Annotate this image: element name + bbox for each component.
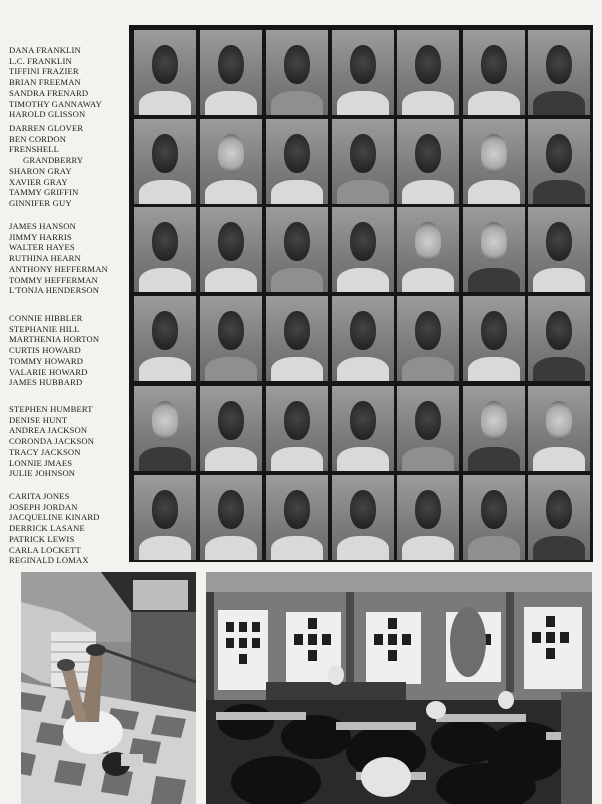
portrait-clothing (468, 91, 520, 115)
portrait-face (481, 222, 507, 261)
student-name: L'TONJA HENDERSON (9, 285, 100, 296)
portrait-clothing (139, 180, 191, 204)
student-portrait (200, 30, 262, 115)
portrait-clothing (468, 536, 520, 560)
portrait-face (350, 222, 376, 261)
student-name: LONNIE JMAES (9, 457, 73, 468)
student-name: BRIAN FREEMAN (9, 77, 81, 88)
portrait-face (152, 311, 178, 350)
student-name: STEPHEN HUMBERT (9, 404, 93, 414)
portrait-face (218, 311, 244, 350)
portrait-clothing (533, 357, 585, 381)
portrait-clothing (337, 536, 389, 560)
student-name: TAMMY GRIFFIN (9, 187, 79, 198)
student-portrait (528, 296, 590, 381)
student-portrait (463, 30, 525, 115)
student-name: CONNIE HIBBLER (9, 313, 83, 323)
name-list-row-3 (9, 221, 129, 296)
portrait-face (415, 490, 441, 529)
student-portrait (200, 207, 262, 292)
student-portrait (266, 119, 328, 204)
student-name: GRANDBERRY (23, 155, 84, 166)
student-portrait (134, 119, 196, 204)
student-name: TOMMY HOWARD (9, 355, 84, 366)
portrait-clothing (533, 268, 585, 292)
portrait-face (481, 134, 507, 173)
student-portrait (266, 30, 328, 115)
student-name: JACQUELINE KINARD (9, 512, 100, 523)
student-name: JAMES HUBBARD (9, 377, 83, 388)
student-name: CORONDA JACKSON (9, 436, 95, 447)
student-portrait (463, 386, 525, 471)
student-portrait (397, 296, 459, 381)
student-portrait (528, 119, 590, 204)
student-name: JAMES HANSON (9, 221, 76, 231)
student-portrait (200, 119, 262, 204)
student-portrait (200, 296, 262, 381)
portrait-clothing (402, 91, 454, 115)
student-name: GINNIFER GUY (9, 197, 72, 208)
portrait-face (546, 311, 572, 350)
portrait-clothing (468, 268, 520, 292)
student-name: DERRICK LASANE (9, 523, 85, 534)
portrait-face (481, 401, 507, 440)
portrait-clothing (139, 447, 191, 471)
student-portrait (332, 207, 394, 292)
student-name: SHARON GRAY (9, 165, 72, 176)
portrait-face (415, 401, 441, 440)
portrait-face (218, 134, 244, 173)
portrait-face (481, 490, 507, 529)
portrait-clothing (271, 357, 323, 381)
student-portrait (397, 119, 459, 204)
name-list-row-1 (9, 45, 129, 120)
portrait-clothing (139, 536, 191, 560)
portrait-clothing (533, 536, 585, 560)
student-name: TIFFINI FRAZIER (9, 66, 79, 77)
portrait-clothing (205, 180, 257, 204)
student-name: VALARIE HOWARD (9, 366, 88, 377)
portrait-clothing (533, 180, 585, 204)
portrait-clothing (139, 268, 191, 292)
student-portrait (200, 386, 262, 471)
student-portrait (200, 475, 262, 560)
student-name: TRACY JACKSON (9, 446, 81, 457)
portrait-face (218, 222, 244, 261)
portrait-clothing (533, 91, 585, 115)
student-name: TOMMY HEFFERMAN (9, 274, 98, 285)
portrait-clothing (468, 447, 520, 471)
portrait-clothing (337, 180, 389, 204)
portrait-face (546, 45, 572, 84)
student-name: JULIE JOHNSON (9, 468, 76, 479)
portrait-face (481, 45, 507, 84)
student-portrait (332, 119, 394, 204)
student-name: MARTHENIA HORTON (9, 334, 100, 345)
portrait-face (152, 490, 178, 529)
portrait-clothing (337, 357, 389, 381)
portrait-face (546, 222, 572, 261)
student-portrait (134, 386, 196, 471)
portrait-clothing (271, 447, 323, 471)
portrait-clothing (402, 357, 454, 381)
portrait-clothing (205, 447, 257, 471)
student-name: REGINALD LOMAX (9, 555, 89, 566)
name-list-row-6 (9, 491, 129, 566)
name-list-row-4 (9, 313, 129, 388)
student-portrait (266, 475, 328, 560)
student-name: FRENSHELL (9, 144, 60, 155)
student-name: BEN CORDON (9, 133, 67, 144)
student-portrait (266, 207, 328, 292)
student-name: PATRICK LEWIS (9, 533, 75, 544)
student-portrait (463, 207, 525, 292)
student-portrait (332, 30, 394, 115)
classroom-photo (206, 572, 592, 804)
student-name: STEPHANIE HILL (9, 323, 80, 334)
student-name: RUTHINA HEARN (9, 253, 81, 264)
portrait-face (415, 45, 441, 84)
student-name: ANDREA JACKSON (9, 425, 88, 436)
student-name: CURTIS HOWARD (9, 345, 81, 356)
student-name: CARLA LOCKETT (9, 544, 81, 555)
portrait-face (546, 401, 572, 440)
portrait-face (284, 45, 310, 84)
student-portrait (397, 207, 459, 292)
portrait-grid (129, 25, 593, 562)
student-name: ANTHONY HEFFERMAN (9, 263, 108, 274)
portrait-clothing (468, 180, 520, 204)
portrait-face (152, 401, 178, 440)
portrait-clothing (205, 357, 257, 381)
portrait-clothing (402, 447, 454, 471)
portrait-face (350, 311, 376, 350)
student-portrait (266, 296, 328, 381)
student-name: L.C. FRANKLIN (9, 55, 72, 66)
portrait-clothing (271, 180, 323, 204)
student-portrait (397, 30, 459, 115)
portrait-face (218, 45, 244, 84)
student-name: JIMMY HARRIS (9, 231, 72, 242)
portrait-clothing (337, 91, 389, 115)
portrait-clothing (337, 447, 389, 471)
portrait-face (415, 134, 441, 173)
portrait-face (350, 45, 376, 84)
portrait-face (415, 311, 441, 350)
portrait-face (546, 490, 572, 529)
student-portrait (528, 386, 590, 471)
portrait-clothing (271, 268, 323, 292)
portrait-face (152, 222, 178, 261)
portrait-face (284, 222, 310, 261)
student-portrait (134, 30, 196, 115)
student-name: TIMOTHY GANNAWAY (9, 98, 102, 109)
student-name: DARREN GLOVER (9, 123, 84, 133)
portrait-clothing (271, 536, 323, 560)
student-portrait (332, 296, 394, 381)
student-name: SANDRA FRENARD (9, 87, 89, 98)
student-portrait (463, 119, 525, 204)
gymnastics-photo (21, 572, 196, 804)
portrait-clothing (205, 536, 257, 560)
student-name: DENISE HUNT (9, 414, 68, 425)
portrait-face (546, 134, 572, 173)
portrait-clothing (468, 357, 520, 381)
student-name: CARITA JONES (9, 491, 70, 501)
student-portrait (463, 475, 525, 560)
student-portrait (528, 30, 590, 115)
student-portrait (332, 475, 394, 560)
portrait-face (284, 134, 310, 173)
student-name: JOSEPH JORDAN (9, 501, 78, 512)
portrait-clothing (205, 91, 257, 115)
portrait-clothing (402, 536, 454, 560)
portrait-face (350, 490, 376, 529)
portrait-clothing (139, 357, 191, 381)
student-name: XAVIER GRAY (9, 176, 68, 187)
portrait-clothing (533, 447, 585, 471)
portrait-clothing (402, 268, 454, 292)
portrait-face (350, 401, 376, 440)
portrait-face (481, 311, 507, 350)
portrait-face (284, 490, 310, 529)
portrait-face (284, 311, 310, 350)
student-portrait (134, 207, 196, 292)
student-name: WALTER HAYES (9, 242, 75, 253)
portrait-face (350, 134, 376, 173)
portrait-clothing (402, 180, 454, 204)
name-list-row-5 (9, 404, 129, 479)
portrait-face (152, 45, 178, 84)
portrait-clothing (271, 91, 323, 115)
portrait-clothing (337, 268, 389, 292)
student-portrait (528, 475, 590, 560)
student-name: HAROLD GLISSON (9, 109, 86, 120)
student-portrait (134, 475, 196, 560)
portrait-face (284, 401, 310, 440)
portrait-face (415, 222, 441, 261)
portrait-face (152, 134, 178, 173)
student-portrait (134, 296, 196, 381)
student-portrait (528, 207, 590, 292)
portrait-clothing (205, 268, 257, 292)
student-portrait (397, 475, 459, 560)
name-list-row-2 (9, 123, 129, 209)
portrait-face (218, 490, 244, 529)
student-portrait (266, 386, 328, 471)
student-portrait (397, 386, 459, 471)
student-portrait (332, 386, 394, 471)
portrait-face (218, 401, 244, 440)
student-portrait (463, 296, 525, 381)
portrait-clothing (139, 91, 191, 115)
student-name: DANA FRANKLIN (9, 45, 81, 55)
